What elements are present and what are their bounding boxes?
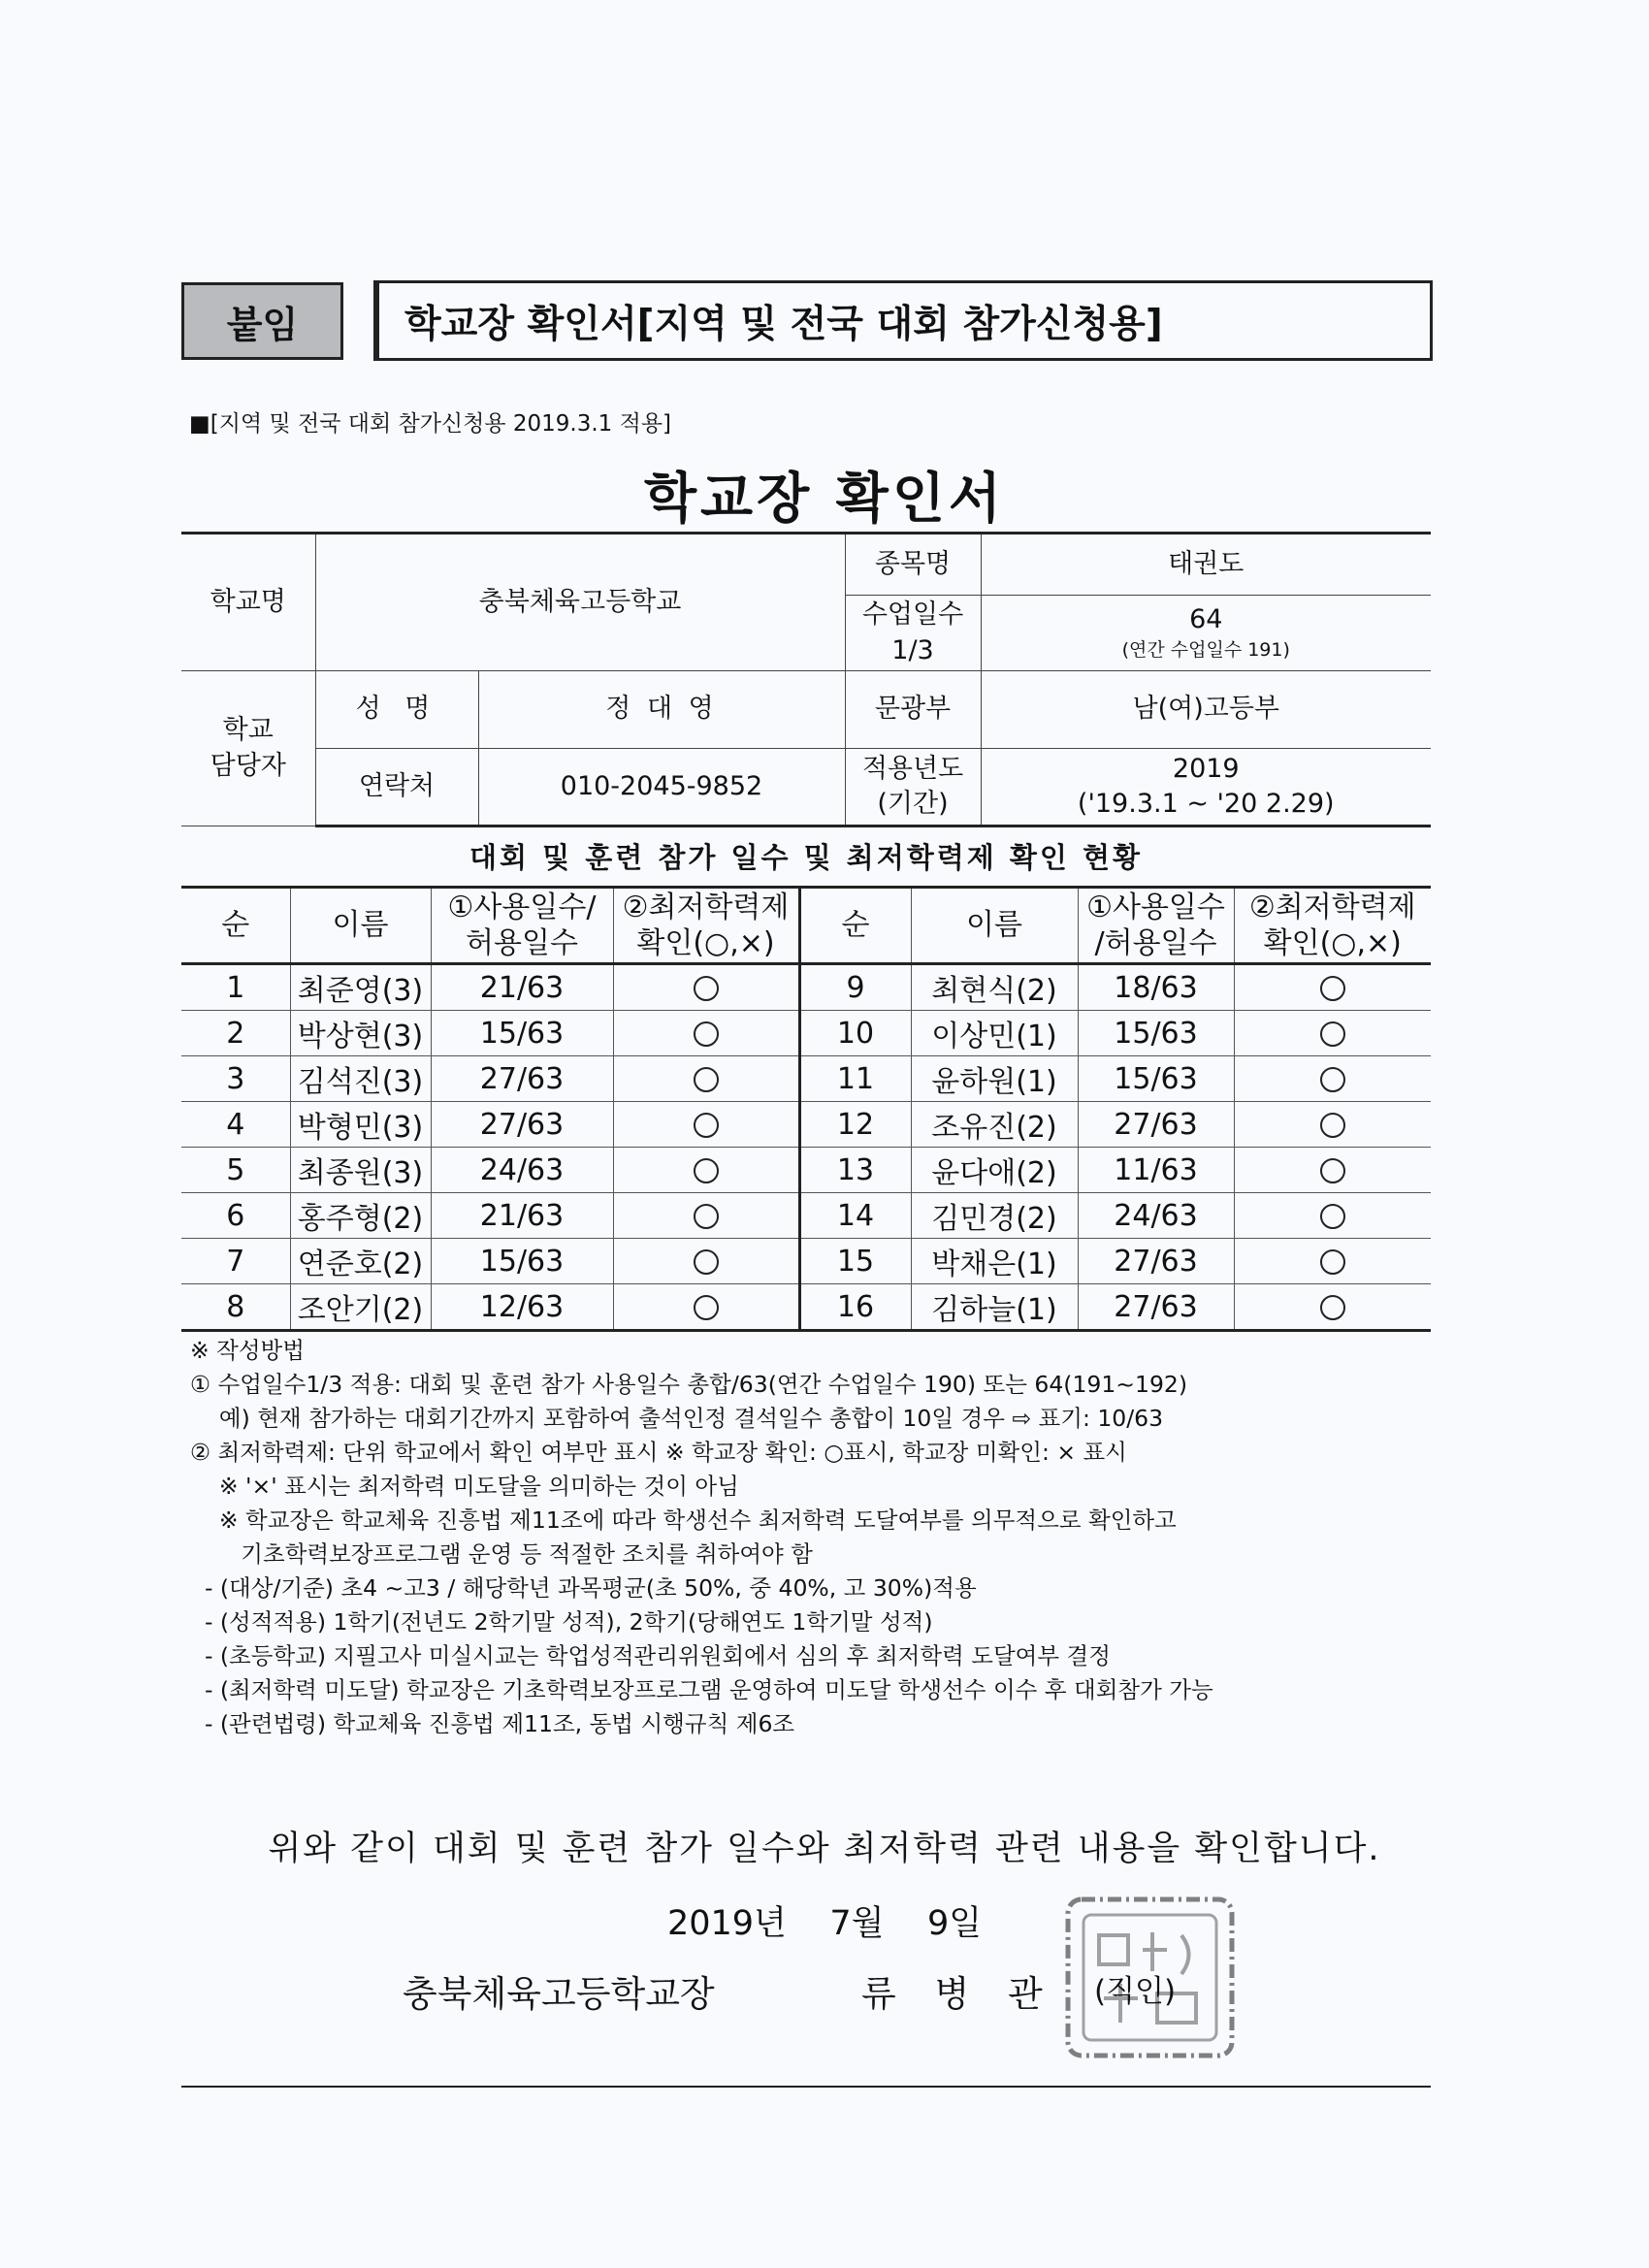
header-title: 학교장 확인서[지역 및 전국 대회 참가신청용]: [373, 280, 1433, 361]
row-no: 2: [181, 1011, 290, 1056]
school-value: 충북체육고등학교: [315, 534, 845, 671]
name-value: 정 대 영: [478, 671, 845, 749]
school-days-value: [981, 596, 1431, 671]
info-table: [181, 532, 1431, 827]
note-line: - (최저학력 미도달) 학교장은 기초학력보장프로그램 운영하여 미도달 학생선수 이수 후 대회참가 가능: [190, 1676, 1213, 1703]
header-days-line1: ①사용일수/: [447, 890, 597, 924]
row-name: 최종원(3): [290, 1148, 431, 1193]
row-name: 연준호(2): [290, 1239, 431, 1284]
row-days: 11/63: [1078, 1148, 1234, 1193]
annual-days-note: (연간 수업일수 191): [1121, 638, 1290, 661]
event-value: 태권도: [981, 534, 1431, 596]
staff-label-line1: 학교: [222, 715, 274, 746]
row-check: [1234, 1284, 1431, 1331]
row-name: 윤다애(2): [911, 1148, 1078, 1193]
row-name: 최준영(3): [290, 964, 431, 1011]
row-days: 24/63: [431, 1148, 613, 1193]
row-days: 27/63: [1078, 1102, 1234, 1148]
row-name: 윤하원(1): [911, 1056, 1078, 1102]
note-line: - (대상/기준) 초4 ~고3 / 해당학년 과목평균(초 50%, 중 40%, 고 30%)적용: [190, 1574, 977, 1602]
header-days-right: [1078, 888, 1234, 964]
check-circle-icon: [694, 1295, 719, 1320]
instructions-notes: [190, 1334, 1441, 1741]
year-label-line1: 적용년도: [861, 753, 964, 784]
school-days-label-line1: 수업일수: [861, 599, 964, 631]
row-days: 15/63: [431, 1239, 613, 1284]
row-no: 6: [181, 1193, 290, 1239]
row-days: 21/63: [431, 964, 613, 1011]
note-line: 기초학력보장프로그램 운영 등 적절한 조치를 취하여야 함: [190, 1540, 813, 1568]
issue-date: [0, 1896, 1649, 1945]
row-no: 16: [799, 1284, 911, 1331]
check-circle-icon: [1320, 1067, 1345, 1092]
row-name: 김민경(2): [911, 1193, 1078, 1239]
row-name: 조유진(2): [911, 1102, 1078, 1148]
row-days: 15/63: [431, 1011, 613, 1056]
row-no: 8: [181, 1284, 290, 1331]
check-circle-icon: [1320, 1113, 1345, 1138]
row-name: 김하늘(1): [911, 1284, 1078, 1331]
table-row: [181, 1011, 1431, 1056]
check-circle-icon: [694, 1158, 719, 1183]
row-no: 13: [799, 1148, 911, 1193]
table-row: [181, 1056, 1431, 1102]
row-no: 12: [799, 1102, 911, 1148]
row-days: 27/63: [1078, 1239, 1234, 1284]
attachment-label: 붙임: [181, 282, 343, 360]
row-days: 15/63: [1078, 1011, 1234, 1056]
check-circle-icon: [1320, 976, 1345, 1001]
row-name: 김석진(3): [290, 1056, 431, 1102]
note-line: - (초등학교) 지필고사 미실시교는 학업성적관리위원회에서 심의 후 최저학력 도달여부 결정: [190, 1642, 1111, 1669]
principal-school: 충북체육고등학교장: [403, 1973, 715, 2015]
row-check: [613, 1056, 799, 1102]
row-days: 27/63: [431, 1102, 613, 1148]
name-label: 성 명: [315, 671, 478, 749]
note-line: ※ 작성방법: [190, 1337, 305, 1364]
note-line: - (성적적용) 1학기(전년도 2학기말 성적), 2학기(당해연도 1학기말 성적): [190, 1608, 933, 1636]
row-check: [613, 964, 799, 1011]
year-label: [845, 749, 981, 826]
row-days: 15/63: [1078, 1056, 1234, 1102]
staff-label: [181, 671, 315, 826]
row-no: 7: [181, 1239, 290, 1284]
row-check: [613, 1239, 799, 1284]
row-check: [1234, 1148, 1431, 1193]
row-name: 이상민(1): [911, 1011, 1078, 1056]
date-year: 2019년: [666, 1904, 787, 1943]
check-circle-icon: [694, 1021, 719, 1047]
row-no: 14: [799, 1193, 911, 1239]
staff-label-line2: 담당자: [210, 750, 286, 781]
check-circle-icon: [694, 1249, 719, 1275]
check-circle-icon: [694, 976, 719, 1001]
row-check: [1234, 1102, 1431, 1148]
header-days-right-line2: /허용일수: [1094, 926, 1217, 960]
header-min-line1: ②최저학력제: [622, 890, 790, 924]
school-days-number: 64: [1189, 604, 1223, 635]
header-no-right: 순: [799, 888, 911, 964]
contact-label: 연락처: [315, 749, 478, 826]
note-line: 예) 현재 참가하는 대회기간까지 포함하여 출석인정 결석일수 총합이 10일 경우 ⇨ 표기: 10/63: [190, 1405, 1164, 1432]
status-header-row: [181, 888, 1431, 964]
header-days-line2: 허용일수: [466, 926, 578, 960]
apply-note: ■[지역 및 전국 대회 참가신청용 2019.3.1 적용]: [189, 411, 672, 437]
year-value: [981, 749, 1431, 826]
check-circle-icon: [694, 1113, 719, 1138]
row-name: 박형민(3): [290, 1102, 431, 1148]
row-days: 18/63: [1078, 964, 1234, 1011]
division-value: 남(여)고등부: [981, 671, 1431, 749]
year-period: ('19.3.1 ~ '20 2.29): [1077, 789, 1335, 819]
header-min-right: [1234, 888, 1431, 964]
status-heading: 대회 및 훈련 참가 일수 및 최저학력제 확인 현황: [469, 841, 1144, 874]
check-circle-icon: [694, 1067, 719, 1092]
row-check: [1234, 1193, 1431, 1239]
header-min: [613, 888, 799, 964]
row-name: 홍주형(2): [290, 1193, 431, 1239]
date-month: 7월: [829, 1904, 885, 1943]
row-name: 박상현(3): [290, 1011, 431, 1056]
row-days: 24/63: [1078, 1193, 1234, 1239]
table-row: [181, 1239, 1431, 1284]
check-circle-icon: [1320, 1158, 1345, 1183]
table-row: [181, 1284, 1431, 1331]
row-check: [1234, 1011, 1431, 1056]
row-no: 5: [181, 1148, 290, 1193]
principal-name: 류 병 관: [861, 1973, 1056, 2015]
row-no: 4: [181, 1102, 290, 1148]
seal-label: (직인): [1094, 1974, 1177, 2009]
row-no: 10: [799, 1011, 911, 1056]
check-circle-icon: [1320, 1021, 1345, 1047]
header-days-right-line1: ①사용일수: [1086, 890, 1225, 924]
school-days-label-line2: 1/3: [891, 634, 934, 665]
table-row: [181, 1193, 1431, 1239]
row-days: 21/63: [431, 1193, 613, 1239]
header-min-line2: 확인(○,×): [636, 926, 775, 960]
check-circle-icon: [1320, 1295, 1345, 1320]
row-days: 27/63: [1078, 1284, 1234, 1331]
note-line: ② 최저학력제: 단위 학교에서 확인 여부만 표시 ※ 학교장 확인: ○표시, 학교장 미확인: × 표시: [190, 1439, 1127, 1466]
note-line: ① 수업일수1/3 적용: 대회 및 훈련 참가 사용일수 총합/63(연간 수업일수 190) 또는 64(191~192): [190, 1371, 1188, 1398]
school-days-label: [845, 596, 981, 671]
row-check: [613, 1193, 799, 1239]
note-line: ※ '×' 표시는 최저학력 미도달을 의미하는 것이 아님: [190, 1473, 739, 1500]
row-days: 12/63: [431, 1284, 613, 1331]
row-days: 27/63: [431, 1056, 613, 1102]
row-name: 조안기(2): [290, 1284, 431, 1331]
row-check: [1234, 1056, 1431, 1102]
date-day: 9일: [926, 1904, 983, 1943]
division-label: 문광부: [845, 671, 981, 749]
document-title: 학교장 확인서: [643, 468, 1006, 531]
header-name-right: 이름: [911, 888, 1078, 964]
row-check: [613, 1011, 799, 1056]
school-label: 학교명: [181, 534, 315, 671]
header-name: 이름: [290, 888, 431, 964]
row-check: [613, 1148, 799, 1193]
status-table: [181, 886, 1431, 1332]
row-no: 1: [181, 964, 290, 1011]
row-no: 15: [799, 1239, 911, 1284]
note-line: ※ 학교장은 학교체육 진흥법 제11조에 따라 학생선수 최저학력 도달여부를 의무적으로 확인하고: [190, 1507, 1177, 1534]
check-circle-icon: [1320, 1249, 1345, 1275]
row-check: [1234, 1239, 1431, 1284]
header-days: [431, 888, 613, 964]
table-row: [181, 1102, 1431, 1148]
header-min-right-line1: ②최저학력제: [1248, 890, 1416, 924]
header-no: 순: [181, 888, 290, 964]
note-line: - (관련법령) 학교체육 진흥법 제11조, 동법 시행규칙 제6조: [190, 1710, 795, 1737]
row-name: 최현식(2): [911, 964, 1078, 1011]
row-no: 11: [799, 1056, 911, 1102]
table-row: [181, 1148, 1431, 1193]
row-no: 3: [181, 1056, 290, 1102]
check-circle-icon: [1320, 1204, 1345, 1229]
row-check: [613, 1284, 799, 1331]
year-number: 2019: [1172, 753, 1240, 784]
row-check: [1234, 964, 1431, 1011]
contact-value: 010-2045-9852: [478, 749, 845, 826]
header-min-right-line2: 확인(○,×): [1263, 926, 1402, 960]
bottom-divider: [181, 2086, 1431, 2088]
check-circle-icon: [694, 1204, 719, 1229]
event-label: 종목명: [845, 534, 981, 596]
year-label-line2: (기간): [877, 789, 949, 819]
row-no: 9: [799, 964, 911, 1011]
confirmation-statement: 위와 같이 대회 및 훈련 참가 일수와 최저학력 관련 내용을 확인합니다.: [268, 1830, 1381, 1868]
row-check: [613, 1102, 799, 1148]
row-name: 박채은(1): [911, 1239, 1078, 1284]
table-row: [181, 964, 1431, 1011]
